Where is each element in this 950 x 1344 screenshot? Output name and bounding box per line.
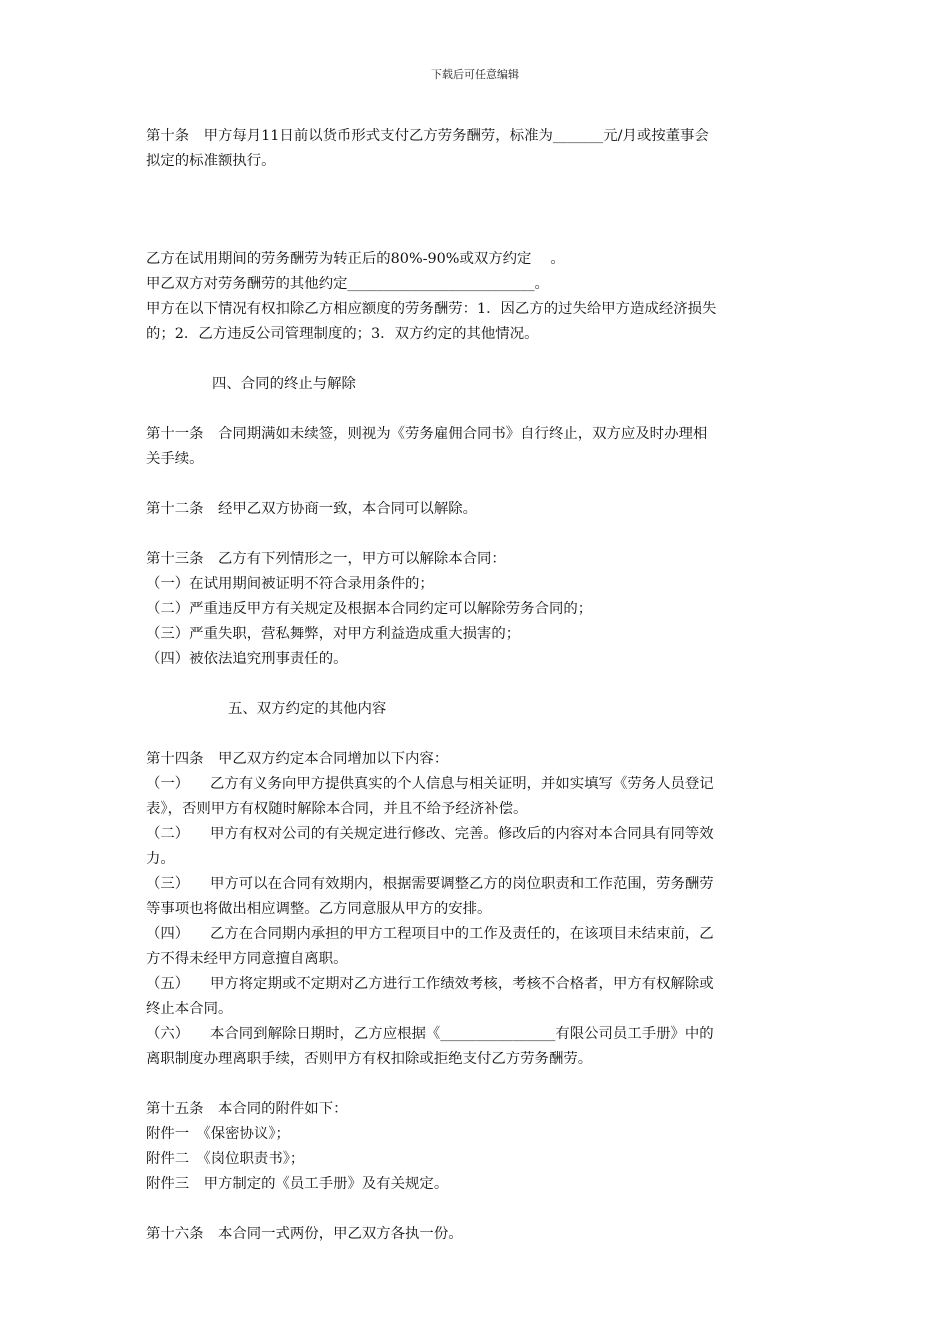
document-body (146, 124, 806, 1247)
article-12: 第十二条 经甲乙双方协商一致，本合同可以解除。 (146, 501, 477, 517)
attachment-item: 附件三 甲方制定的《员工手册》及有关规定。 (146, 1176, 449, 1192)
spacer (146, 722, 806, 747)
article-14-item (146, 772, 806, 822)
article-11-line-1: 第十一条 合同期满如未续签，则视为《劳务雇佣合同书》自行终止，双方应及时办理相 (146, 426, 708, 442)
spacer (146, 347, 806, 372)
item-text-line-1: 甲方有权对公司的有关规定进行修改、完善。修改后的内容对本合同具有同等效 (210, 826, 714, 842)
attachment-item: 附件一 《保密协议》； (146, 1126, 290, 1142)
deduction-clause-line-1: 甲方在以下情况有权扣除乙方相应额度的劳务酬劳：1．因乙方的过失给甲方造成经济损失 (146, 301, 717, 317)
spacer (146, 672, 806, 697)
item-text-line-2: 等事项也将做出相应调整。乙方同意服从甲方的安排。 (146, 901, 492, 917)
article-14-item (146, 822, 806, 872)
article-15-intro: 第十五条 本合同的附件如下： (146, 1101, 348, 1117)
article-13-item: （四）被依法追究刑事责任的。 (146, 651, 348, 667)
section-5-heading: 五、双方约定的其他内容 (228, 701, 387, 717)
item-text-line-2: 力。 (146, 851, 175, 867)
article-14-item (146, 922, 806, 972)
deduction-clause-line-2: 的；2．乙方违反公司管理制度的；3．双方约定的其他情况。 (146, 326, 539, 342)
article-13-item: （二）严重违反甲方有关规定及根据本合同约定可以解除劳务合同的； (146, 601, 593, 617)
article-14-intro: 第十四条 甲乙双方约定本合同增加以下内容： (146, 751, 449, 767)
article-10-line-2: 拟定的标准额执行。 (146, 153, 276, 169)
probation-pay-clause: 乙方在试用期间的劳务酬劳为转正后的80%-90%或双方约定 。 (146, 251, 565, 267)
article-13-item: （三）严重失职，营私舞弊，对甲方利益造成重大损害的； (146, 626, 521, 642)
section-4-heading: 四、合同的终止与解除 (212, 376, 356, 392)
article-11-line-2: 关手续。 (146, 451, 204, 467)
page-header-note: 下载后可任意编辑 (431, 68, 519, 81)
spacer (146, 174, 806, 222)
other-pay-clause: 甲乙双方对劳务酬劳的其他约定__________________________。 (146, 276, 549, 292)
item-label: （三） (146, 876, 190, 892)
attachment-item: 附件二 《岗位职责书》； (146, 1151, 305, 1167)
spacer (146, 1197, 806, 1222)
item-text-line-1: 乙方有义务向甲方提供真实的个人信息与相关证明，并如实填写《劳务人员登记 (210, 776, 714, 792)
spacer (146, 397, 806, 422)
article-14-item (146, 1022, 806, 1072)
item-label: （一） (146, 776, 190, 792)
item-text-line-1: 甲方将定期或不定期对乙方进行工作绩效考核，考核不合格者，甲方有权解除或 (210, 976, 714, 992)
item-text-line-1: 乙方在合同期内承担的甲方工程项目中的工作及责任的，在该项目未结束前，乙 (210, 926, 714, 942)
item-label: （四） (146, 926, 190, 942)
item-text-line-2: 终止本合同。 (146, 1001, 233, 1017)
article-14-item (146, 872, 806, 922)
item-text-line-2: 表》，否则甲方有权随时解除本合同，并且不给予经济补偿。 (146, 801, 528, 817)
item-label: （五） (146, 976, 190, 992)
article-13-item: （一）在试用期间被证明不符合录用条件的； (146, 576, 434, 592)
article-14-item (146, 972, 806, 1022)
article-13-intro: 第十三条 乙方有下列情形之一，甲方可以解除本合同： (146, 551, 506, 567)
spacer (146, 522, 806, 547)
article-10-line-1: 第十条 甲方每月11日前以货币形式支付乙方劳务酬劳，标准为_______元/月或按董事会 (146, 128, 709, 144)
article-16: 第十六条 本合同一式两份，甲乙双方各执一份。 (146, 1226, 463, 1242)
spacer (146, 472, 806, 497)
spacer (146, 1072, 806, 1097)
item-text-line-1: 甲方可以在合同有效期内，根据需要调整乙方的岗位职责和工作范围，劳务酬劳 (210, 876, 714, 892)
spacer (146, 222, 806, 247)
item-label: （六） (146, 1026, 190, 1042)
item-text-line-2: 方不得未经甲方同意擅自离职。 (146, 951, 348, 967)
item-text-line-1: 本合同到解除日期时，乙方应根据《________________有限公司员工手册》中的 (210, 1026, 714, 1042)
item-text-line-2: 离职制度办理离职手续，否则甲方有权扣除或拒绝支付乙方劳务酬劳。 (146, 1051, 593, 1067)
item-label: （二） (146, 826, 190, 842)
